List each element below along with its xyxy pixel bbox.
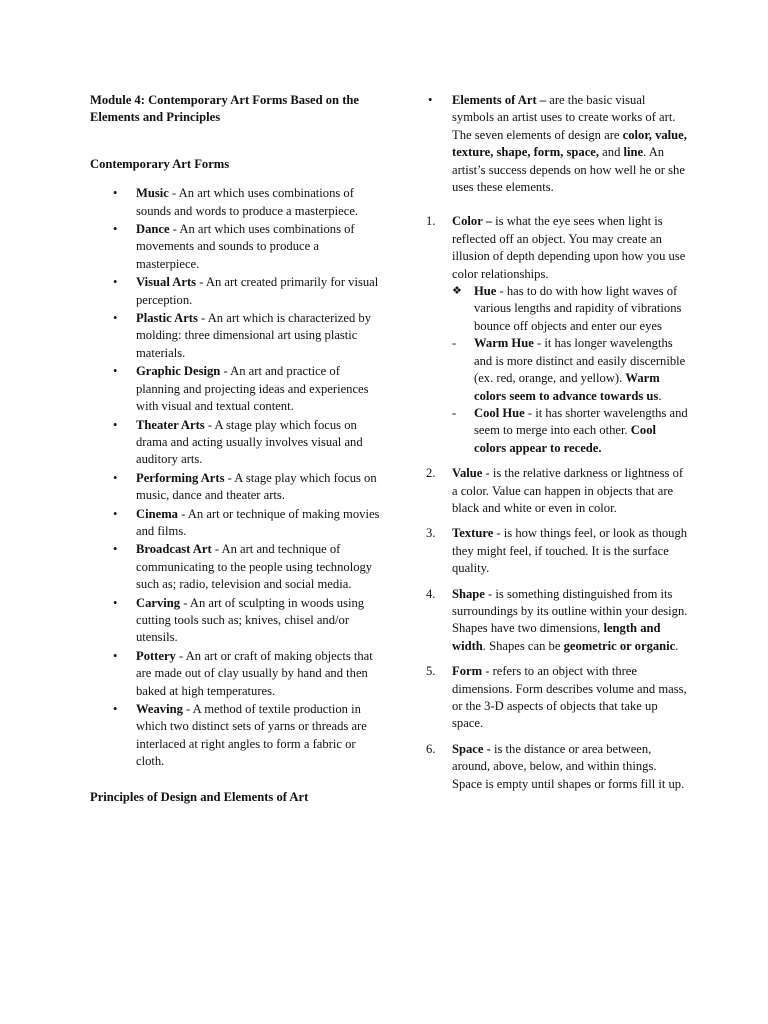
form-term: Form — [452, 664, 483, 679]
left-column — [90, 92, 380, 806]
item-number: 2. — [426, 466, 436, 481]
art-form-term: Broadcast Art — [136, 542, 212, 557]
list-item-texture — [426, 525, 688, 577]
art-form-term: Pottery — [136, 648, 176, 663]
art-form-term: Weaving — [136, 702, 183, 716]
elements-of-art-bullet — [426, 92, 688, 196]
warm-hue-term: Warm Hue — [474, 336, 534, 351]
list-item — [90, 701, 380, 771]
art-form-term: Graphic Design — [136, 364, 221, 379]
sub-item-cool-hue — [452, 405, 688, 457]
list-item — [90, 185, 380, 220]
art-form-description: - An art and technique of communicating to the people using technology such as; radio, television and social media. — [136, 542, 373, 592]
elements-of-art-term: Elements of Art – — [452, 93, 547, 107]
art-form-description: - A method of textile production in which two distinct sets of yarns or threads are interlaced at right angles to form a fabric or cloth. — [136, 702, 367, 769]
elements-list-bold: color, value, texture, shape, form, space, — [452, 127, 687, 160]
form-text: - refers to an object with three dimensions. Form describes volume and mass, or the 3-D aspects of objects that take up space. — [452, 664, 687, 731]
list-item — [90, 506, 380, 541]
list-item-space — [426, 741, 688, 793]
texture-text: - is how things feel, or look as though they might feel, if touched. It is the surface quality. — [452, 526, 688, 576]
art-form-term: Plastic Arts — [136, 311, 198, 326]
shape-term: Shape — [452, 586, 485, 601]
art-forms-list — [90, 185, 380, 770]
art-form-term: Cinema — [136, 506, 178, 521]
elements-text-2: and — [599, 145, 624, 160]
list-item — [90, 310, 380, 362]
art-form-term: Music — [136, 186, 169, 201]
art-form-description: - An art and practice of planning and projecting ideas and experiences with visual and textual content. — [136, 364, 369, 414]
list-item — [90, 470, 380, 505]
list-item — [90, 541, 380, 593]
shape-text-2: . Shapes can be — [482, 638, 564, 653]
list-item-value — [426, 465, 688, 517]
texture-term: Texture — [452, 526, 494, 541]
art-form-term: Dance — [136, 222, 170, 237]
art-form-description: - A stage play which focus on drama and acting usually involves visual and auditory arts. — [136, 417, 363, 467]
hue-sublist — [452, 283, 688, 457]
list-item — [90, 221, 380, 273]
warm-hue-text: - it has longer wavelengths and is more distinct and easily discernible (ex. red, orange, and yellow). — [474, 336, 686, 386]
shape-text-3: . — [675, 638, 679, 653]
dash-marker: - — [452, 336, 457, 351]
diamond-bullet-icon: ❖ — [452, 285, 462, 298]
art-form-term: Performing Arts — [136, 470, 225, 485]
list-item — [90, 274, 380, 309]
sub-item-warm-hue — [452, 335, 688, 405]
art-form-description: - An art which uses combinations of movements and sounds to produce a masterpiece. — [136, 222, 355, 271]
art-form-description: - An art or technique of making movies and films. — [136, 506, 380, 538]
list-item-color — [426, 213, 688, 457]
art-form-description: - An art created primarily for visual perception. — [136, 275, 379, 307]
hue-term: Hue — [474, 284, 497, 299]
art-form-description: - A stage play which focus on music, dance and theater arts. — [136, 470, 377, 503]
item-number: 6. — [426, 741, 436, 756]
art-form-term: Theater Arts — [136, 417, 205, 432]
section-heading-contemporary-art-forms: Contemporary Art Forms — [90, 156, 230, 171]
item-number: 3. — [426, 526, 436, 541]
value-text: - is the relative darkness or lightness of a color. Value can happen in objects that are black and white or even in color. — [452, 466, 684, 515]
item-number: 4. — [426, 586, 436, 601]
right-column — [426, 92, 688, 801]
art-form-description: - An art of sculpting in woods using cutting tools such as; knives, chisel and/or utensils. — [136, 595, 365, 645]
space-text: is the distance or area between, around, above, below, and within things. Space is empty until shapes or forms fill it up. — [452, 741, 685, 791]
space-term: Space - — [452, 741, 491, 756]
list-item — [90, 648, 380, 700]
list-item-form — [426, 663, 688, 733]
cool-colors-bold: Cool colors appear to recede. — [474, 423, 656, 455]
color-text: is what the eye sees when light is reflected off an object. You may create an illusion of depth depending upon how you use color relationships. — [452, 214, 686, 281]
list-item — [90, 595, 380, 647]
cool-hue-text: - it has shorter wavelengths and seem to merge into each other. — [474, 405, 688, 438]
sub-item-hue — [452, 283, 688, 335]
module-title: Module 4: Contemporary Art Forms Based on the Elements and Principles — [90, 93, 359, 125]
art-form-term: Visual Arts — [136, 275, 197, 290]
warm-end: . — [658, 388, 662, 403]
length-width-bold: length and width — [452, 621, 661, 653]
list-item — [90, 363, 380, 415]
shape-text: - is something distinguished from its surroundings by its outline within your design. Shapes have two dimensions, — [452, 586, 688, 636]
art-form-description: - An art or craft of making objects that are made out of clay usually by hand and then baked at high temperatures. — [136, 648, 373, 698]
value-term: Value — [452, 466, 483, 481]
geometric-organic-bold: geometric or organic — [563, 638, 676, 653]
list-item-shape — [426, 586, 688, 656]
list-item — [90, 417, 380, 469]
dash-marker: - — [452, 405, 457, 420]
elements-numbered-list — [426, 213, 688, 793]
color-term: Color – — [452, 214, 492, 229]
section-heading-principles-elements: Principles of Design and Elements of Art — [90, 789, 309, 804]
hue-text: - has to do with how light waves of various lengths and rapidity of vibrations bounce off objects and enter our eyes — [474, 284, 682, 333]
art-form-description: - An art which uses combinations of sounds and words to produce a masterpiece. — [136, 186, 359, 218]
item-number: 5. — [426, 664, 436, 679]
cool-hue-term: Cool Hue — [474, 405, 525, 420]
art-form-description: - An art which is characterized by molding: three dimensional art using plastic materials. — [136, 311, 371, 360]
elements-text-3: . An artist’s success depends on how well he or she uses these elements. — [452, 145, 685, 195]
art-form-term: Carving — [136, 595, 181, 610]
warm-colors-bold: Warm colors seem to advance towards us — [474, 371, 660, 403]
elements-text-1: are the basic visual symbols an artist uses to create works of art. The seven elements of design are — [452, 93, 676, 142]
item-number: 1. — [426, 214, 436, 229]
elements-line-bold: line — [623, 145, 644, 160]
